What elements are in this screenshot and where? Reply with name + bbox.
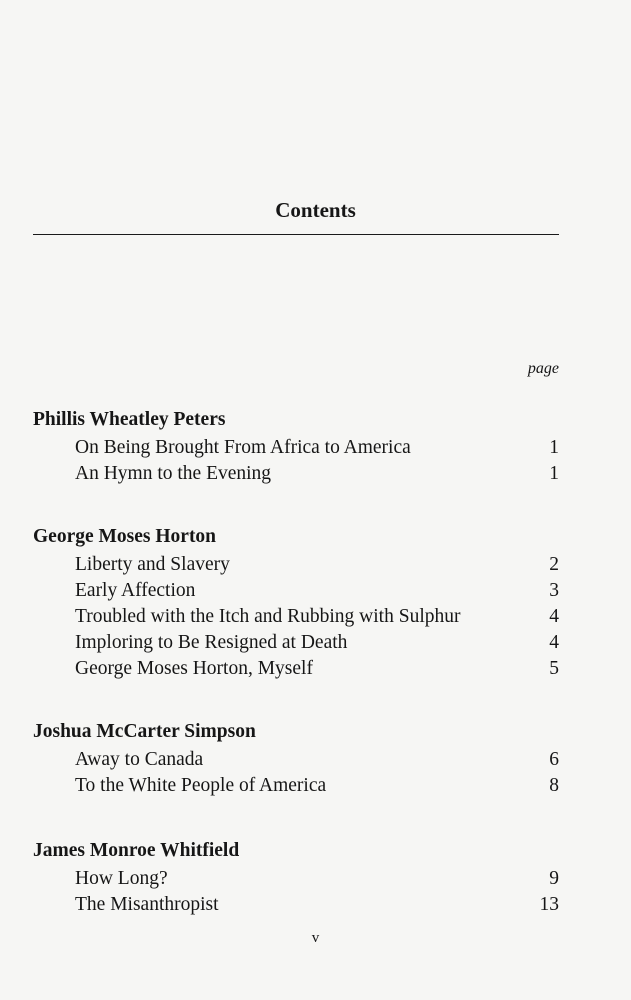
author-name: Joshua McCarter Simpson [33,721,256,742]
entry-title: George Moses Horton, Myself [75,658,313,679]
entry-page: 13 [539,894,559,915]
author-name: James Monroe Whitfield [33,840,240,861]
toc-entry [33,552,559,578]
toc-entry [33,656,559,682]
toc-entry [33,773,559,799]
entry-page: 8 [549,775,559,796]
section-george-moses-horton [33,522,559,682]
entry-page: 6 [549,749,559,770]
toc-entry [33,461,559,487]
entry-page: 1 [549,437,559,458]
entry-title: Early Affection [75,580,196,601]
entry-title: How Long? [75,868,168,889]
entry-title: To the White People of America [75,775,327,796]
entry-title: The Misanthropist [75,894,219,915]
entry-page: 4 [549,632,559,653]
toc-entry [33,747,559,773]
section-joshua-mccarter-simpson [33,717,559,799]
entry-page: 2 [549,554,559,575]
entry-title: Troubled with the Itch and Rubbing with Sulphur [75,606,461,627]
entry-page: 5 [549,658,559,679]
entry-title: Imploring to Be Resigned at Death [75,632,348,653]
entry-title: On Being Brought From Africa to America [75,437,411,458]
toc-entry [33,630,559,656]
entry-title: Away to Canada [75,749,204,770]
toc-entry [33,604,559,630]
author-name: George Moses Horton [33,526,217,547]
page-folio: v [311,930,320,946]
page-title: Contents [275,198,356,222]
section-phillis-wheatley-peters [33,405,559,487]
toc-entry [33,435,559,461]
title-rule [33,234,559,235]
entry-page: 1 [549,463,559,484]
page-column-label: page [527,360,559,377]
toc-entry [33,866,559,892]
author-name: Phillis Wheatley Peters [33,409,226,430]
toc-entry [33,892,559,918]
entry-title: An Hymn to the Evening [75,463,272,484]
entry-page: 3 [549,580,559,601]
entry-page: 9 [549,868,559,889]
toc-entry [33,578,559,604]
entry-title: Liberty and Slavery [75,554,230,575]
section-james-monroe-whitfield [33,836,559,918]
entry-page: 4 [549,606,559,627]
